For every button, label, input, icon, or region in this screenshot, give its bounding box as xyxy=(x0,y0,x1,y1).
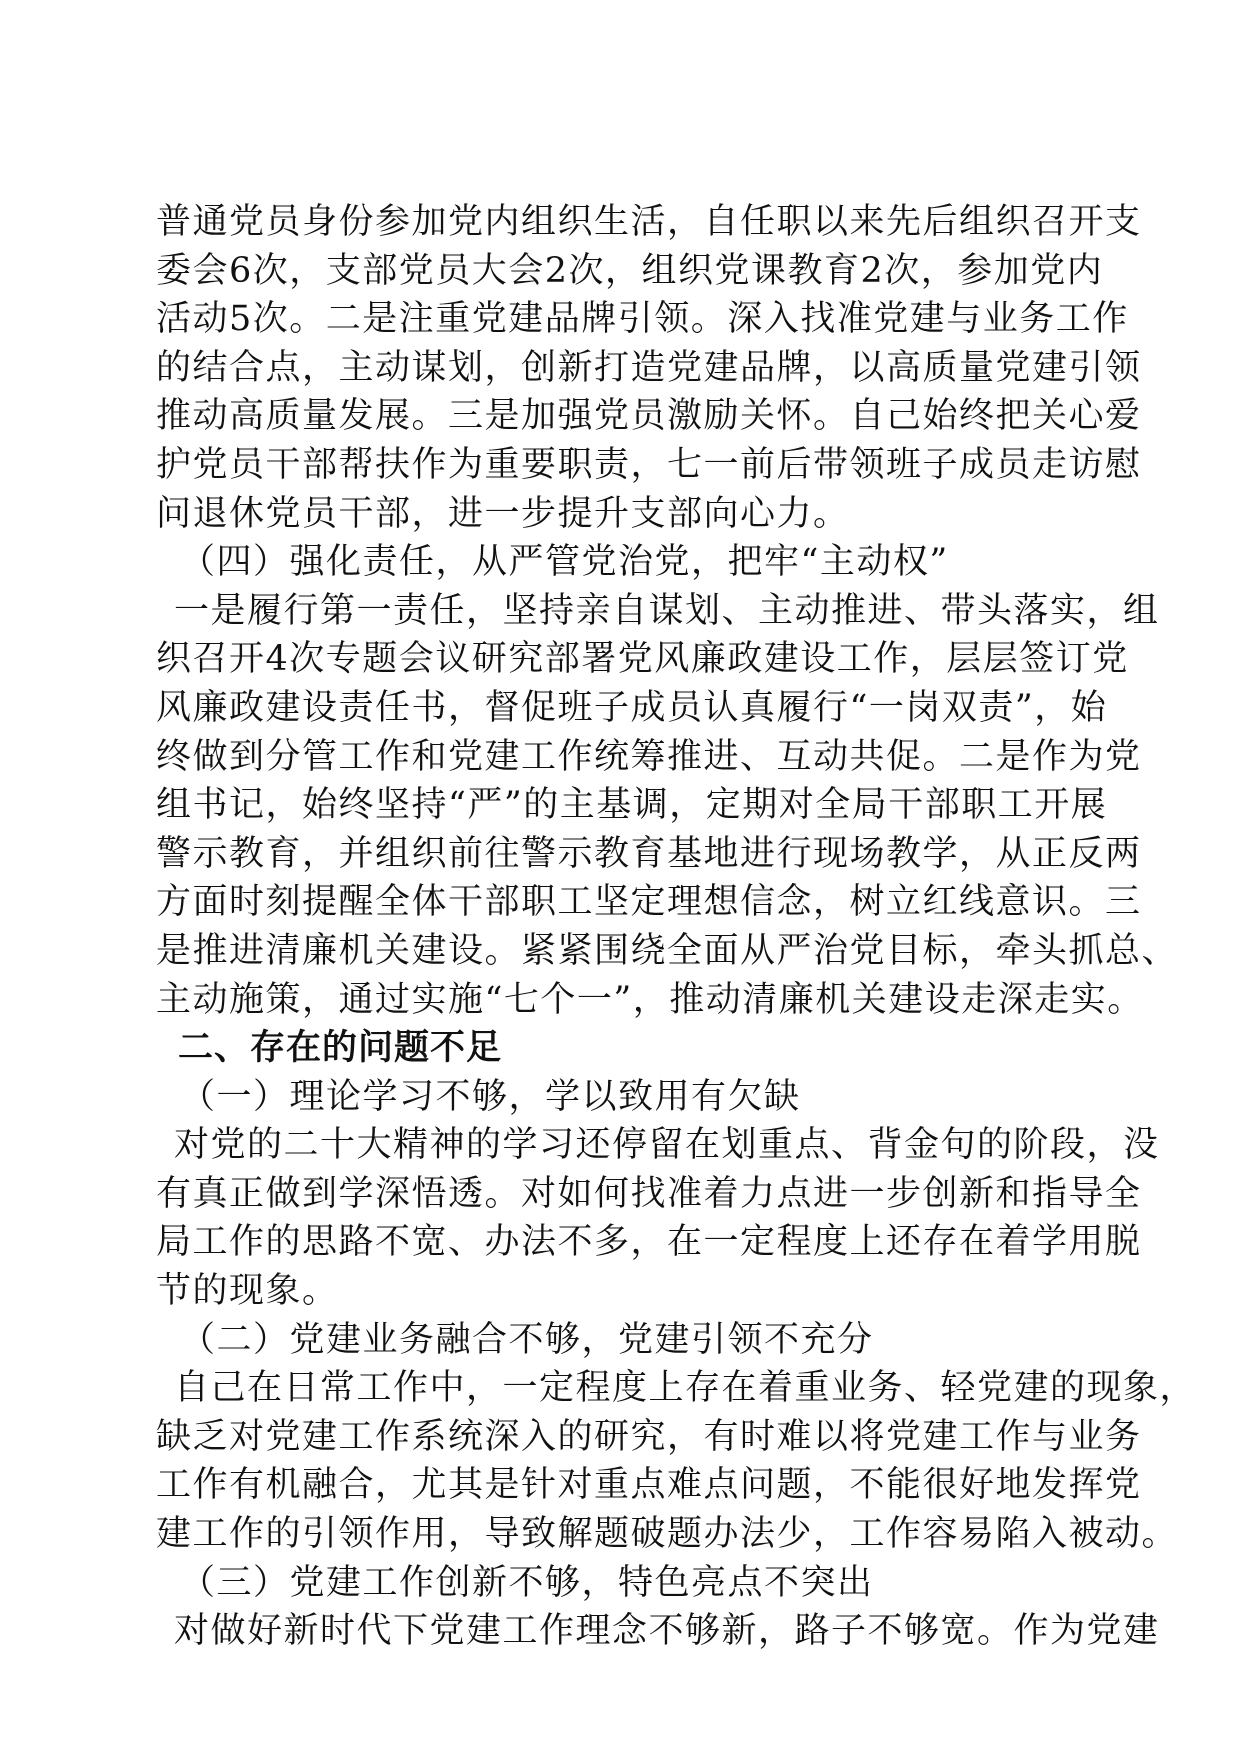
document-body xyxy=(156,198,1197,1656)
subheading-2: （二）党建业务融合不够，党建引领不充分 xyxy=(180,1319,874,1360)
text-line-7: 问退休党员干部，进一步提升支部向心力。 xyxy=(156,493,850,534)
text-line-11: 风廉政建设责任书，督促班子成员认真履行“一岗双责”，始 xyxy=(156,687,1108,728)
text-line-20: 对党的二十大精神的学习还停留在划重点、背金句的阶段，没 xyxy=(174,1125,1160,1166)
text-line-27: 工作有机融合，尤其是针对重点难点问题，不能很好地发挥党 xyxy=(156,1465,1142,1506)
text-line-1: 普通党员身份参加党内组织生活，自任职以来先后组织召开支 xyxy=(156,202,1142,242)
text-line-15: 方面时刻提醒全体干部职工坚定理想信念，树立红线意识。三 xyxy=(156,882,1142,923)
text-line-16: 是推进清廉机关建设。紧紧围绕全面从严治党目标，牵头抓总、 xyxy=(156,930,1179,971)
text-line-3: 活动5次。二是注重党建品牌引领。深入找准党建与业务工作 xyxy=(156,299,1129,340)
text-line-4: 的结合点，主动谋划，创新打造党建品牌，以高质量党建引领 xyxy=(156,347,1142,388)
text-line-13: 组书记，始终坚持“严”的主基调，定期对全局干部职工开展 xyxy=(156,785,1108,826)
section-heading-2: 二、存在的问题不足 xyxy=(178,1028,503,1069)
text-line-12: 终做到分管工作和党建工作统筹推进、互动共促。二是作为党 xyxy=(156,736,1142,777)
text-line-28: 建工作的引领作用，导致解题破题办法少，工作容易陷入被动。 xyxy=(156,1514,1179,1555)
text-line-14: 警示教育，并组织前往警示教育基地进行现场教学，从正反两 xyxy=(156,833,1142,874)
text-line-6: 护党员干部帮扶作为重要职责，七一前后带领班子成员走访慰 xyxy=(156,444,1142,485)
text-line-26: 缺乏对党建工作系统深入的研究，有时难以将党建工作与业务 xyxy=(156,1416,1142,1457)
text-line-5: 推动高质量发展。三是加强党员激励关怀。自己始终把关心爱 xyxy=(156,396,1142,437)
text-line-23: 节的现象。 xyxy=(156,1271,339,1312)
text-line-9: 一是履行第一责任，坚持亲自谋划、主动推进、带头落实，组 xyxy=(174,590,1160,631)
subheading-3: （三）党建工作创新不够，特色亮点不突出 xyxy=(180,1562,874,1603)
text-line-25: 自己在日常工作中，一定程度上存在着重业务、轻党建的现象， xyxy=(174,1368,1197,1409)
text-line-21: 有真正做到学深悟透。对如何找准着力点进一步创新和指导全 xyxy=(156,1173,1142,1214)
text-line-2: 委会6次，支部党员大会2次，组织党课教育2次，参加党内 xyxy=(156,250,1104,291)
text-line-17: 主动施策，通过实施“七个一”，推动清廉机关建设走深走实。 xyxy=(156,979,1144,1020)
subheading-4: （四）强化责任，从严管党治党，把牢“主动权” xyxy=(180,542,949,583)
text-line-10: 织召开4次专题会议研究部署党风廉政建设工作，层层签订党 xyxy=(156,639,1129,680)
text-line-30: 对做好新时代下党建工作理念不够新，路子不够宽。作为党建 xyxy=(174,1611,1160,1652)
subheading-1: （一）理论学习不够，学以致用有欠缺 xyxy=(180,1076,801,1117)
text-line-22: 局工作的思路不宽、办法不多，在一定程度上还存在着学用脱 xyxy=(156,1222,1142,1263)
